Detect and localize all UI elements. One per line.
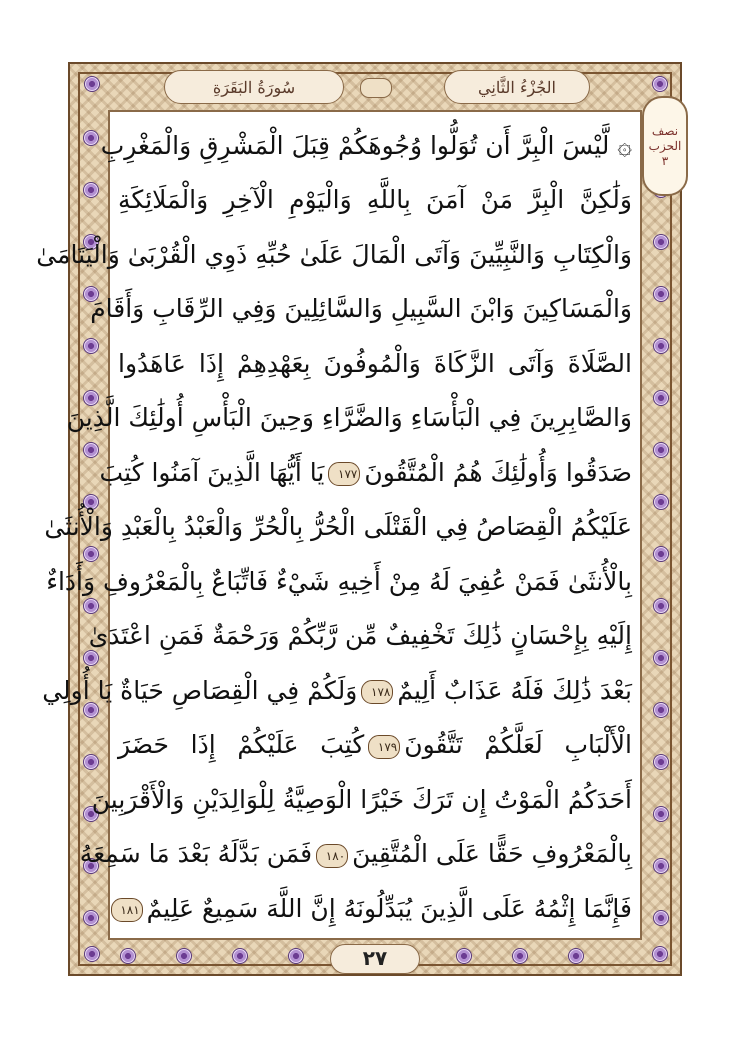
verse-line	[79, 827, 632, 882]
verse-line-text	[90, 294, 632, 323]
flower-ornament-icon	[512, 948, 528, 964]
verse-line	[91, 772, 632, 827]
verse-number-marker: ١٨١	[111, 898, 143, 922]
flower-ornament-icon	[83, 494, 99, 510]
verse-line	[99, 445, 632, 500]
verse-text: إِلَيْهِ بِإِحْسَانٍ ذَٰلِكَ تَخْفِيفٌ مِّن رَّبِّكُمْ وَرَحْمَةٌ فَمَنِ اعْتَدَىٰ	[88, 621, 632, 651]
flower-ornament-icon	[653, 442, 669, 458]
verse-text: بِالْمَعْرُوفِ حَقًّا عَلَى الْمُتَّقِينَ	[352, 839, 632, 869]
verse-line-text	[80, 839, 632, 868]
juz-name-label: الجُزْءُ الثَّانِي	[478, 77, 556, 97]
verse-text: وَالصَّابِرِينَ فِي الْبَأْسَاءِ وَالضَّرَّاءِ وَحِينَ الْبَأْسِ أُولَٰئِكَ الَّذِينَ	[66, 403, 632, 433]
flower-ornament-icon	[653, 286, 669, 302]
verse-line-text	[100, 458, 632, 487]
verse-line	[118, 173, 632, 228]
flower-ornament-icon	[83, 130, 99, 146]
flower-ornament-icon	[653, 910, 669, 926]
verse-text: فَإِنَّمَا إِثْمُهُ عَلَى الَّذِينَ يُبَدِّلُونَهُ إِنَّ اللَّهَ سَمِيعٌ عَلِيمٌ	[146, 893, 632, 923]
verse-number-marker: ١٧٨	[361, 680, 393, 704]
verse-line-text	[118, 185, 632, 214]
flower-ornament-icon	[653, 598, 669, 614]
verse-text: وَالْكِتَابِ وَالنَّبِيِّينَ وَآتَى الْمَالَ عَلَىٰ حُبِّهِ ذَوِي الْقُرْبَىٰ وَالْيَتَامَىٰ	[36, 239, 632, 269]
flower-ornament-icon	[653, 858, 669, 874]
flower-ornament-icon	[653, 494, 669, 510]
flower-ornament-icon	[84, 946, 100, 962]
flower-ornament-icon	[83, 338, 99, 354]
juz-name-header	[444, 70, 590, 104]
hizb-marker-line2: الحزب	[648, 138, 682, 153]
flower-ornament-icon	[653, 546, 669, 562]
verse-text: كُتِبَ عَلَيْكُمْ إِذَا حَضَرَ	[118, 730, 365, 760]
verse-line	[36, 227, 632, 282]
verse-line	[118, 718, 632, 773]
verse-line	[88, 609, 632, 664]
verse-number-marker: ١٧٩	[368, 735, 400, 759]
verse-line-text	[67, 403, 632, 432]
verse-text: وَلَكُمْ فِي الْقِصَاصِ حَيَاةٌ يَا أُولِي	[42, 675, 358, 705]
verse-text: ۞ لَّيْسَ الْبِرَّ أَن تُوَلُّوا وُجُوهَكُمْ قِبَلَ الْمَشْرِقِ وَالْمَغْرِبِ	[100, 130, 632, 160]
verse-line-text	[42, 676, 632, 705]
verse-line-text	[89, 621, 632, 650]
verse-line	[42, 663, 632, 718]
flower-ornament-icon	[653, 702, 669, 718]
verse-line	[46, 554, 632, 609]
verse-text: يَا أَيُّهَا الَّذِينَ آمَنُوا كُتِبَ	[99, 457, 325, 487]
flower-ornament-icon	[83, 910, 99, 926]
flower-ornament-icon	[83, 442, 99, 458]
flower-ornament-icon	[83, 650, 99, 666]
verse-line	[66, 391, 632, 446]
flower-ornament-icon	[83, 546, 99, 562]
flower-ornament-icon	[653, 754, 669, 770]
flower-ornament-icon	[232, 948, 248, 964]
flower-ornament-icon	[456, 948, 472, 964]
verse-text: الصَّلَاةَ وَآتَى الزَّكَاةَ وَالْمُوفُونَ بِعَهْدِهِمْ إِذَا عَاهَدُوا	[118, 348, 632, 378]
verse-text: وَلَٰكِنَّ الْبِرَّ مَنْ آمَنَ بِاللَّهِ وَالْيَوْمِ الْآخِرِ وَالْمَلَائِكَةِ	[118, 185, 632, 215]
verse-text: وَالْمَسَاكِينَ وَابْنَ السَّبِيلِ وَالسَّائِلِينَ وَفِي الرِّقَابِ وَأَقَامَ	[90, 294, 632, 324]
verse-line-text	[36, 240, 632, 269]
verse-text: الْأَلْبَابِ لَعَلَّكُمْ تَتَّقُونَ	[404, 730, 633, 760]
verse-line-text	[118, 730, 632, 759]
verse-line-text	[101, 131, 632, 160]
verse-text: أَحَدَكُمُ الْمَوْتُ إِن تَرَكَ خَيْرًا الْوَصِيَّةُ لِلْوَالِدَيْنِ وَالْأَقْرَبِينَ	[91, 784, 632, 814]
flower-ornament-icon	[83, 754, 99, 770]
verse-line	[44, 500, 632, 555]
page-number: ٢٧	[330, 944, 420, 974]
header-knot-ornament	[360, 78, 392, 98]
verse-line-text	[92, 785, 632, 814]
surah-name-header	[164, 70, 344, 104]
flower-ornament-icon	[83, 182, 99, 198]
flower-ornament-icon	[120, 948, 136, 964]
flower-ornament-icon	[83, 598, 99, 614]
flower-ornament-icon	[653, 338, 669, 354]
verse-line	[90, 282, 632, 337]
verse-line-text	[46, 567, 632, 596]
hizb-marker	[642, 96, 688, 196]
flower-ornament-icon	[653, 650, 669, 666]
flower-ornament-icon	[288, 948, 304, 964]
flower-ornament-icon	[653, 806, 669, 822]
flower-ornament-icon	[653, 390, 669, 406]
verse-line-text	[107, 894, 632, 923]
flower-ornament-icon	[568, 948, 584, 964]
flower-ornament-icon	[653, 234, 669, 250]
verse-line-text	[44, 512, 632, 541]
verse-text: عَلَيْكُمُ الْقِصَاصُ فِي الْقَتْلَى الْحُرُّ بِالْحُرِّ وَالْعَبْدُ بِالْعَبْدِ وَالْأُنثَىٰ	[44, 512, 632, 542]
verse-line	[100, 118, 632, 173]
verse-number-marker: ١٨٠	[316, 844, 348, 868]
verse-line	[118, 336, 632, 391]
verse-text: فَمَن بَدَّلَهُ بَعْدَ مَا سَمِعَهُ	[79, 839, 313, 869]
verse-lines	[36, 118, 633, 936]
verse-text: بِالْأُنثَىٰ فَمَنْ عُفِيَ لَهُ مِنْ أَخِيهِ شَيْءٌ فَاتِّبَاعٌ بِالْمَعْرُوفِ وَأَدَاءٌ	[46, 566, 632, 596]
verse-line-text	[118, 349, 632, 378]
verse-line	[118, 881, 632, 936]
flower-ornament-icon	[652, 76, 668, 92]
verse-number-marker: ١٧٧	[328, 462, 360, 486]
surah-name-label: سُورَةُ البَقَرَةِ	[212, 77, 296, 97]
hizb-marker-line1: نصف	[651, 123, 679, 138]
flower-ornament-icon	[652, 946, 668, 962]
verse-text: صَدَقُوا وَأُولَٰئِكَ هُمُ الْمُتَّقُونَ	[364, 457, 632, 487]
verse-text: بَعْدَ ذَٰلِكَ فَلَهُ عَذَابٌ أَلِيمٌ	[397, 675, 632, 705]
flower-ornament-icon	[176, 948, 192, 964]
flower-ornament-icon	[84, 76, 100, 92]
hizb-marker-line3: ٣	[661, 153, 669, 168]
